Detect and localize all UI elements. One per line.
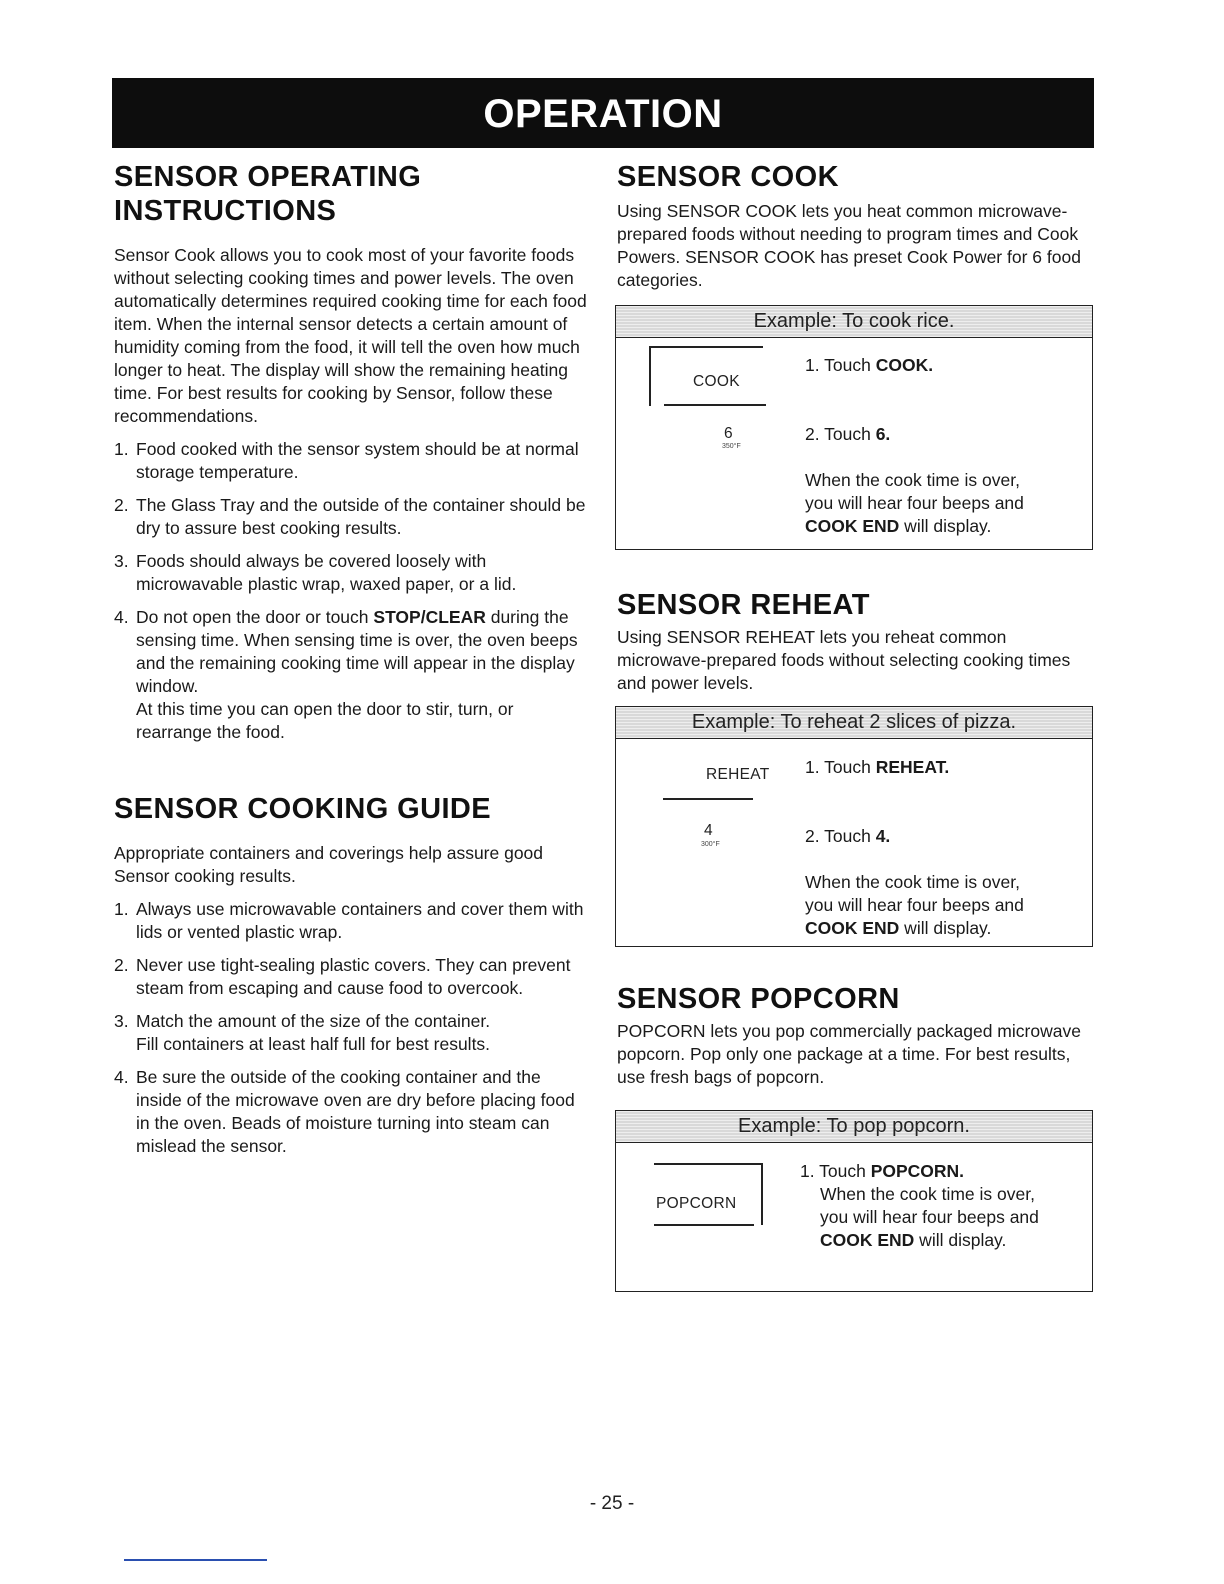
sensor-reheat-section	[617, 588, 1095, 695]
sensor-cook-example-box	[615, 305, 1093, 550]
step-1: 1. Touch POPCORN.	[800, 1161, 965, 1181]
popcorn-key-label: POPCORN	[656, 1195, 737, 1212]
heading-line-2: INSTRUCTIONS	[114, 195, 337, 227]
cook-key-label: COOK	[693, 373, 740, 390]
key-underline	[654, 1224, 754, 1226]
step-1: 1. Touch REHEAT.	[805, 757, 950, 777]
list-item: 4. Be sure the outside of the cooking container and the inside of the microwave oven are dry before placing food in the oven. Beads of moisture turning into steam can mislead the sensor.	[114, 1067, 575, 1156]
section-banner: OPERATION	[112, 78, 1094, 148]
key-top-line	[654, 1163, 762, 1165]
list-item: 4. Do not open the door or touch STOP/CLEAR during the sensing time. When sensing time is over, the oven beeps and the remaining cooking time will appear in the display window. At this time you can open the door to stir, turn, or rearrange the food.	[114, 607, 578, 742]
list-item: 3. Match the amount of the size of the container. Fill containers at least half full for best results.	[114, 1011, 491, 1054]
cook-end-note: When the cook time is over, you will hear four beeps and COOK END will display.	[805, 470, 1024, 536]
left-column	[114, 160, 590, 1168]
sensor-instructions-intro: Sensor Cook allows you to cook most of your favorite foods without selecting cooking times and power levels. The oven automatically determines required cooking time for each food item. When the internal sensor detects a certain amount of humidity coming from the food, it will tell the oven how much longer to heat. The display will show the remaining heating time. For best results for cooking by Sensor, follow these recommendations.	[114, 245, 587, 426]
sensor-reheat-intro: Using SENSOR REHEAT lets you reheat common microwave-prepared foods without selecting cooking times and power levels.	[617, 627, 1071, 693]
sensor-reheat-heading: SENSOR REHEAT	[617, 589, 870, 621]
key-underline	[664, 404, 766, 406]
list-item: 3. Foods should always be covered loosely with microwavable plastic wrap, waxed paper, or a lid.	[114, 551, 517, 594]
sensor-popcorn-heading: SENSOR POPCORN	[617, 983, 900, 1015]
digit-4-key: 4	[704, 822, 713, 839]
sensor-popcorn-intro: POPCORN lets you pop commercially packaged microwave popcorn. Pop only one package at a time. For best results, use fresh bags of popcorn.	[617, 1021, 1081, 1087]
stop-clear-label: STOP/CLEAR	[373, 607, 486, 627]
key-underline	[663, 798, 753, 800]
sensor-popcorn-section	[617, 982, 1095, 1089]
key-top-line	[649, 346, 763, 348]
reheat-key-label: REHEAT	[706, 766, 770, 783]
sensor-instructions-list	[114, 438, 590, 744]
temp-sublabel: 300°F	[701, 841, 720, 848]
sensor-cook-heading: SENSOR COOK	[617, 161, 839, 193]
cook-end-note: When the cook time is over, you will hear four beeps and COOK END will display.	[805, 872, 1024, 938]
example-title: Example: To reheat 2 slices of pizza.	[616, 707, 1092, 739]
digit-6-key: 6	[724, 425, 733, 442]
step-2: 2. Touch 6.	[805, 424, 891, 444]
example-title: Example: To cook rice.	[616, 306, 1092, 338]
cooking-guide-intro: Appropriate containers and coverings help assure good Sensor cooking results.	[114, 843, 544, 886]
heading-line-1: SENSOR OPERATING	[114, 161, 422, 193]
page-number: - 25 -	[589, 1493, 635, 1514]
list-item: 2. The Glass Tray and the outside of the container should be dry to assure best cooking results.	[114, 495, 586, 538]
key-bracket-line	[649, 346, 651, 406]
example-title: Example: To pop popcorn.	[616, 1111, 1092, 1143]
footer-rule	[124, 1559, 267, 1561]
key-bracket-line	[761, 1163, 763, 1225]
sensor-reheat-example-box	[615, 706, 1093, 947]
cook-end-note: When the cook time is over, you will hear four beeps and COOK END will display.	[820, 1184, 1039, 1250]
list-item: 2. Never use tight-sealing plastic covers. They can prevent steam from escaping and cause food to overcook.	[114, 955, 571, 998]
temp-sublabel: 350°F	[722, 443, 741, 450]
cooking-guide-list	[114, 898, 590, 1158]
sensor-cook-intro: Using SENSOR COOK lets you heat common microwave-prepared foods without needing to program times and Cook Powers. SENSOR COOK has preset Cook Power for 6 food categories.	[617, 201, 1081, 290]
step-1: 1. Touch COOK.	[805, 355, 934, 375]
list-item: 1. Food cooked with the sensor system should be at normal storage temperature.	[114, 439, 579, 482]
list-item: 1. Always use microwavable containers and cover them with lids or vented plastic wrap.	[114, 899, 584, 942]
step-2: 2. Touch 4.	[805, 826, 891, 846]
sensor-popcorn-example-box	[615, 1110, 1093, 1292]
right-column	[617, 160, 1095, 292]
cooking-guide-heading: SENSOR COOKING GUIDE	[114, 793, 491, 825]
sensor-instructions-heading	[114, 160, 590, 228]
